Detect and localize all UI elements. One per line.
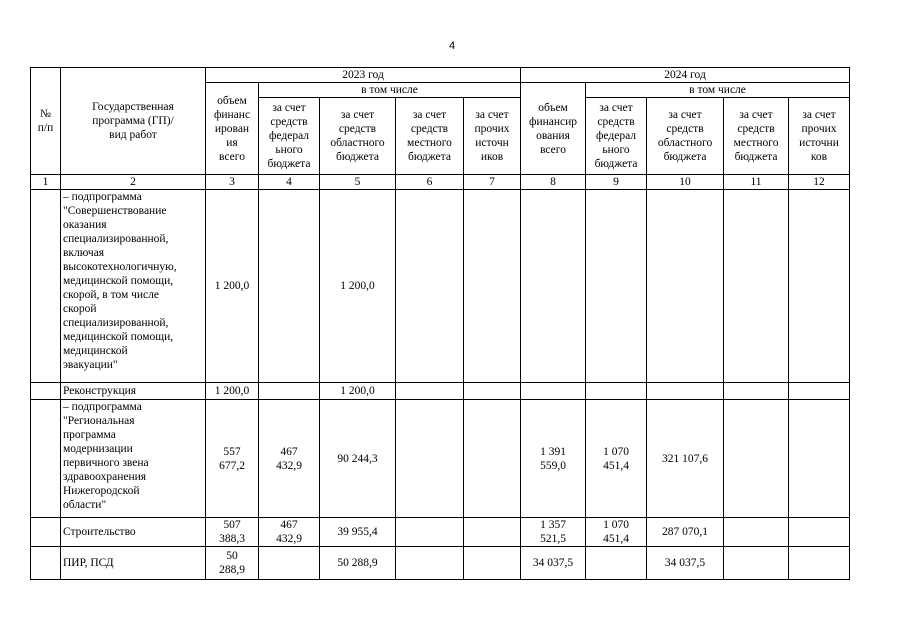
header-2023-federal: за счет средств федерал ьного бюджета bbox=[259, 98, 320, 175]
cell-2024-total bbox=[521, 383, 586, 400]
cell-2024-federal: 1 070 451,4 bbox=[586, 518, 647, 547]
col-number: 10 bbox=[647, 175, 724, 190]
row-no bbox=[31, 518, 61, 547]
cell-2024-federal bbox=[586, 547, 647, 580]
header-2023-regional: за счет средств областного бюджета bbox=[320, 98, 396, 175]
col-number: 7 bbox=[464, 175, 521, 190]
cell-2024-regional bbox=[647, 190, 724, 383]
cell-2024-local bbox=[724, 400, 789, 518]
cell-2024-regional: 321 107,6 bbox=[647, 400, 724, 518]
col-number: 12 bbox=[789, 175, 850, 190]
row-no bbox=[31, 383, 61, 400]
cell-2023-local bbox=[396, 190, 464, 383]
cell-2023-total: 50 288,9 bbox=[206, 547, 259, 580]
table-row bbox=[31, 547, 850, 580]
cell-2023-other bbox=[464, 383, 521, 400]
cell-2024-local bbox=[724, 547, 789, 580]
cell-2023-regional: 50 288,9 bbox=[320, 547, 396, 580]
cell-2023-local bbox=[396, 400, 464, 518]
cell-2023-local bbox=[396, 383, 464, 400]
cell-2024-federal: 1 070 451,4 bbox=[586, 400, 647, 518]
col-number: 8 bbox=[521, 175, 586, 190]
cell-2023-federal: 467 432,9 bbox=[259, 518, 320, 547]
row-no bbox=[31, 400, 61, 518]
cell-2024-total: 1 391 559,0 bbox=[521, 400, 586, 518]
cell-2023-other bbox=[464, 518, 521, 547]
cell-2023-other bbox=[464, 190, 521, 383]
cell-2024-federal bbox=[586, 190, 647, 383]
cell-2023-local bbox=[396, 518, 464, 547]
cell-2024-other bbox=[789, 518, 850, 547]
table-row bbox=[31, 400, 850, 518]
financing-table bbox=[30, 67, 850, 580]
cell-2024-regional: 287 070,1 bbox=[647, 518, 724, 547]
header-2024-local: за счет средств местного бюджета bbox=[724, 98, 789, 175]
col-number: 6 bbox=[396, 175, 464, 190]
col-number: 3 bbox=[206, 175, 259, 190]
header-2023-other: за счет прочих источн иков bbox=[464, 98, 521, 175]
row-program-name: ПИР, ПСД bbox=[61, 547, 206, 580]
cell-2023-regional: 39 955,4 bbox=[320, 518, 396, 547]
col-number: 5 bbox=[320, 175, 396, 190]
cell-2024-local bbox=[724, 190, 789, 383]
header-2023-local: за счет средств местного бюджета bbox=[396, 98, 464, 175]
cell-2024-other bbox=[789, 400, 850, 518]
cell-2024-total: 1 357 521,5 bbox=[521, 518, 586, 547]
cell-2023-regional: 90 244,3 bbox=[320, 400, 396, 518]
table-row bbox=[31, 518, 850, 547]
header-row-years bbox=[31, 68, 850, 83]
row-no bbox=[31, 190, 61, 383]
cell-2023-federal bbox=[259, 383, 320, 400]
header-year-2023: 2023 год bbox=[206, 68, 521, 83]
header-2024-federal: за счет средств федерал ьного бюджета bbox=[586, 98, 647, 175]
cell-2023-federal bbox=[259, 190, 320, 383]
table-row bbox=[31, 383, 850, 400]
header-2023-incl: в том числе bbox=[259, 83, 521, 98]
header-year-2024: 2024 год bbox=[521, 68, 850, 83]
header-col-no: № п/п bbox=[31, 68, 61, 175]
header-2024-incl: в том числе bbox=[586, 83, 850, 98]
cell-2024-local bbox=[724, 518, 789, 547]
cell-2023-regional: 1 200,0 bbox=[320, 190, 396, 383]
cell-2023-total: 507 388,3 bbox=[206, 518, 259, 547]
cell-2024-other bbox=[789, 383, 850, 400]
header-2024-total: объем финансир ования всего bbox=[521, 83, 586, 175]
col-number: 2 bbox=[61, 175, 206, 190]
cell-2023-other bbox=[464, 400, 521, 518]
cell-2024-regional bbox=[647, 383, 724, 400]
cell-2024-total: 34 037,5 bbox=[521, 547, 586, 580]
header-col-program: Государственная программа (ГП)/ вид работ bbox=[61, 68, 206, 175]
row-program-name: – подпрограмма "Совершенствование оказания специализированной, включая высокотехнологичную, медицинской помощи, скорой, в том числе скорой специализированной, медицинской помощи, медицинской эвакуации" bbox=[61, 190, 206, 383]
page-number: 4 bbox=[448, 40, 456, 52]
header-2023-total: объем финанс ирован ия всего bbox=[206, 83, 259, 175]
cell-2023-federal bbox=[259, 547, 320, 580]
cell-2024-other bbox=[789, 547, 850, 580]
cell-2023-federal: 467 432,9 bbox=[259, 400, 320, 518]
cell-2023-regional: 1 200,0 bbox=[320, 383, 396, 400]
header-row-col-numbers bbox=[31, 175, 850, 190]
cell-2023-local bbox=[396, 547, 464, 580]
cell-2024-federal bbox=[586, 383, 647, 400]
cell-2024-local bbox=[724, 383, 789, 400]
cell-2023-total: 1 200,0 bbox=[206, 383, 259, 400]
table-row bbox=[31, 190, 850, 383]
col-number: 9 bbox=[586, 175, 647, 190]
cell-2024-total bbox=[521, 190, 586, 383]
cell-2023-other bbox=[464, 547, 521, 580]
row-program-name: – подпрограмма "Региональная программа модернизации первичного звена здравоохранения Нижегородской области" bbox=[61, 400, 206, 518]
col-number: 1 bbox=[31, 175, 61, 190]
row-no bbox=[31, 547, 61, 580]
cell-2023-total: 1 200,0 bbox=[206, 190, 259, 383]
cell-2023-total: 557 677,2 bbox=[206, 400, 259, 518]
col-number: 11 bbox=[724, 175, 789, 190]
row-program-name: Реконструкция bbox=[61, 383, 206, 400]
col-number: 4 bbox=[259, 175, 320, 190]
cell-2024-regional: 34 037,5 bbox=[647, 547, 724, 580]
cell-2024-other bbox=[789, 190, 850, 383]
header-2024-regional: за счет средств областного бюджета bbox=[647, 98, 724, 175]
row-program-name: Строительство bbox=[61, 518, 206, 547]
header-2024-other: за счет прочих источни ков bbox=[789, 98, 850, 175]
